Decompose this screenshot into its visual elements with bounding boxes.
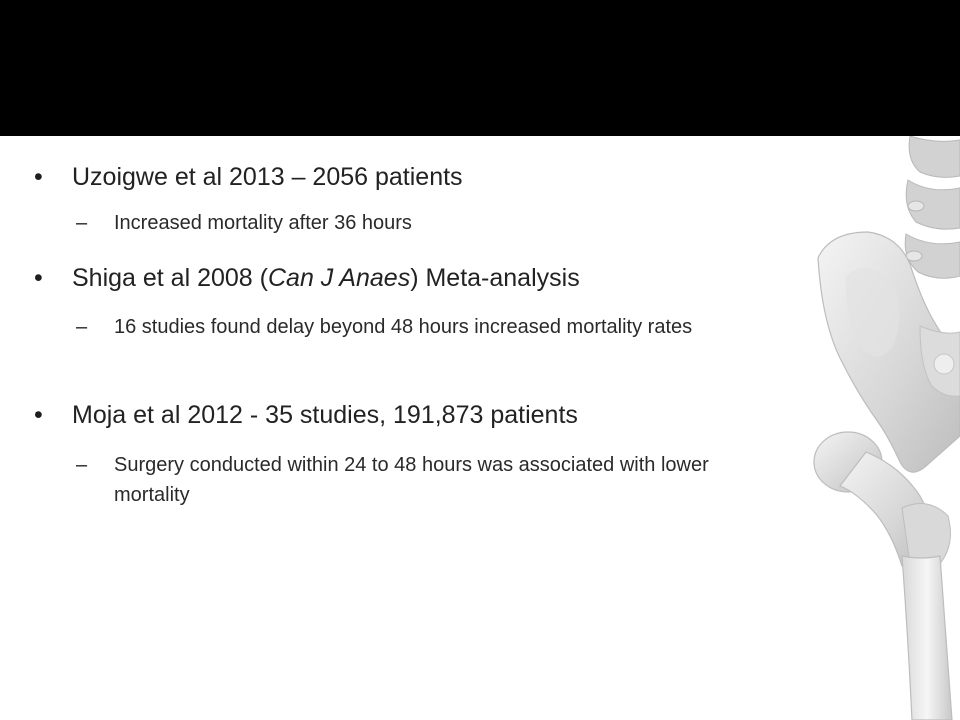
bullet-3-marker: •: [34, 401, 43, 429]
bullet-2-journal: Can J Anaes: [267, 264, 411, 292]
bullet-1-marker: •: [34, 163, 43, 191]
sub-bullet-3-text: Surgery conducted within 24 to 48 hours was associated with lower mortality: [114, 454, 709, 506]
bullet-2-text-end: ) Meta-analysis: [410, 264, 580, 292]
sub-bullet-1-dash: –: [76, 212, 88, 234]
sub-bullet-2-dash: –: [76, 316, 88, 338]
sub-bullet-3-dash: –: [76, 454, 88, 476]
sub-bullet-1-text: Increased mortality after 36 hours: [114, 212, 412, 234]
bullet-2-text-start: Shiga et al 2008 (: [72, 264, 268, 292]
bullet-2-marker: •: [34, 264, 43, 292]
bullet-1-text: Uzoigwe et al 2013 – 2056 patients: [72, 163, 463, 191]
bullet-2-text: [72, 263, 580, 293]
sub-bullet-2-text: 16 studies found delay beyond 48 hours increased mortality rates: [114, 316, 693, 338]
bullet-3-text: Moja et al 2012 - 35 studies, 191,873 patients: [72, 401, 578, 429]
